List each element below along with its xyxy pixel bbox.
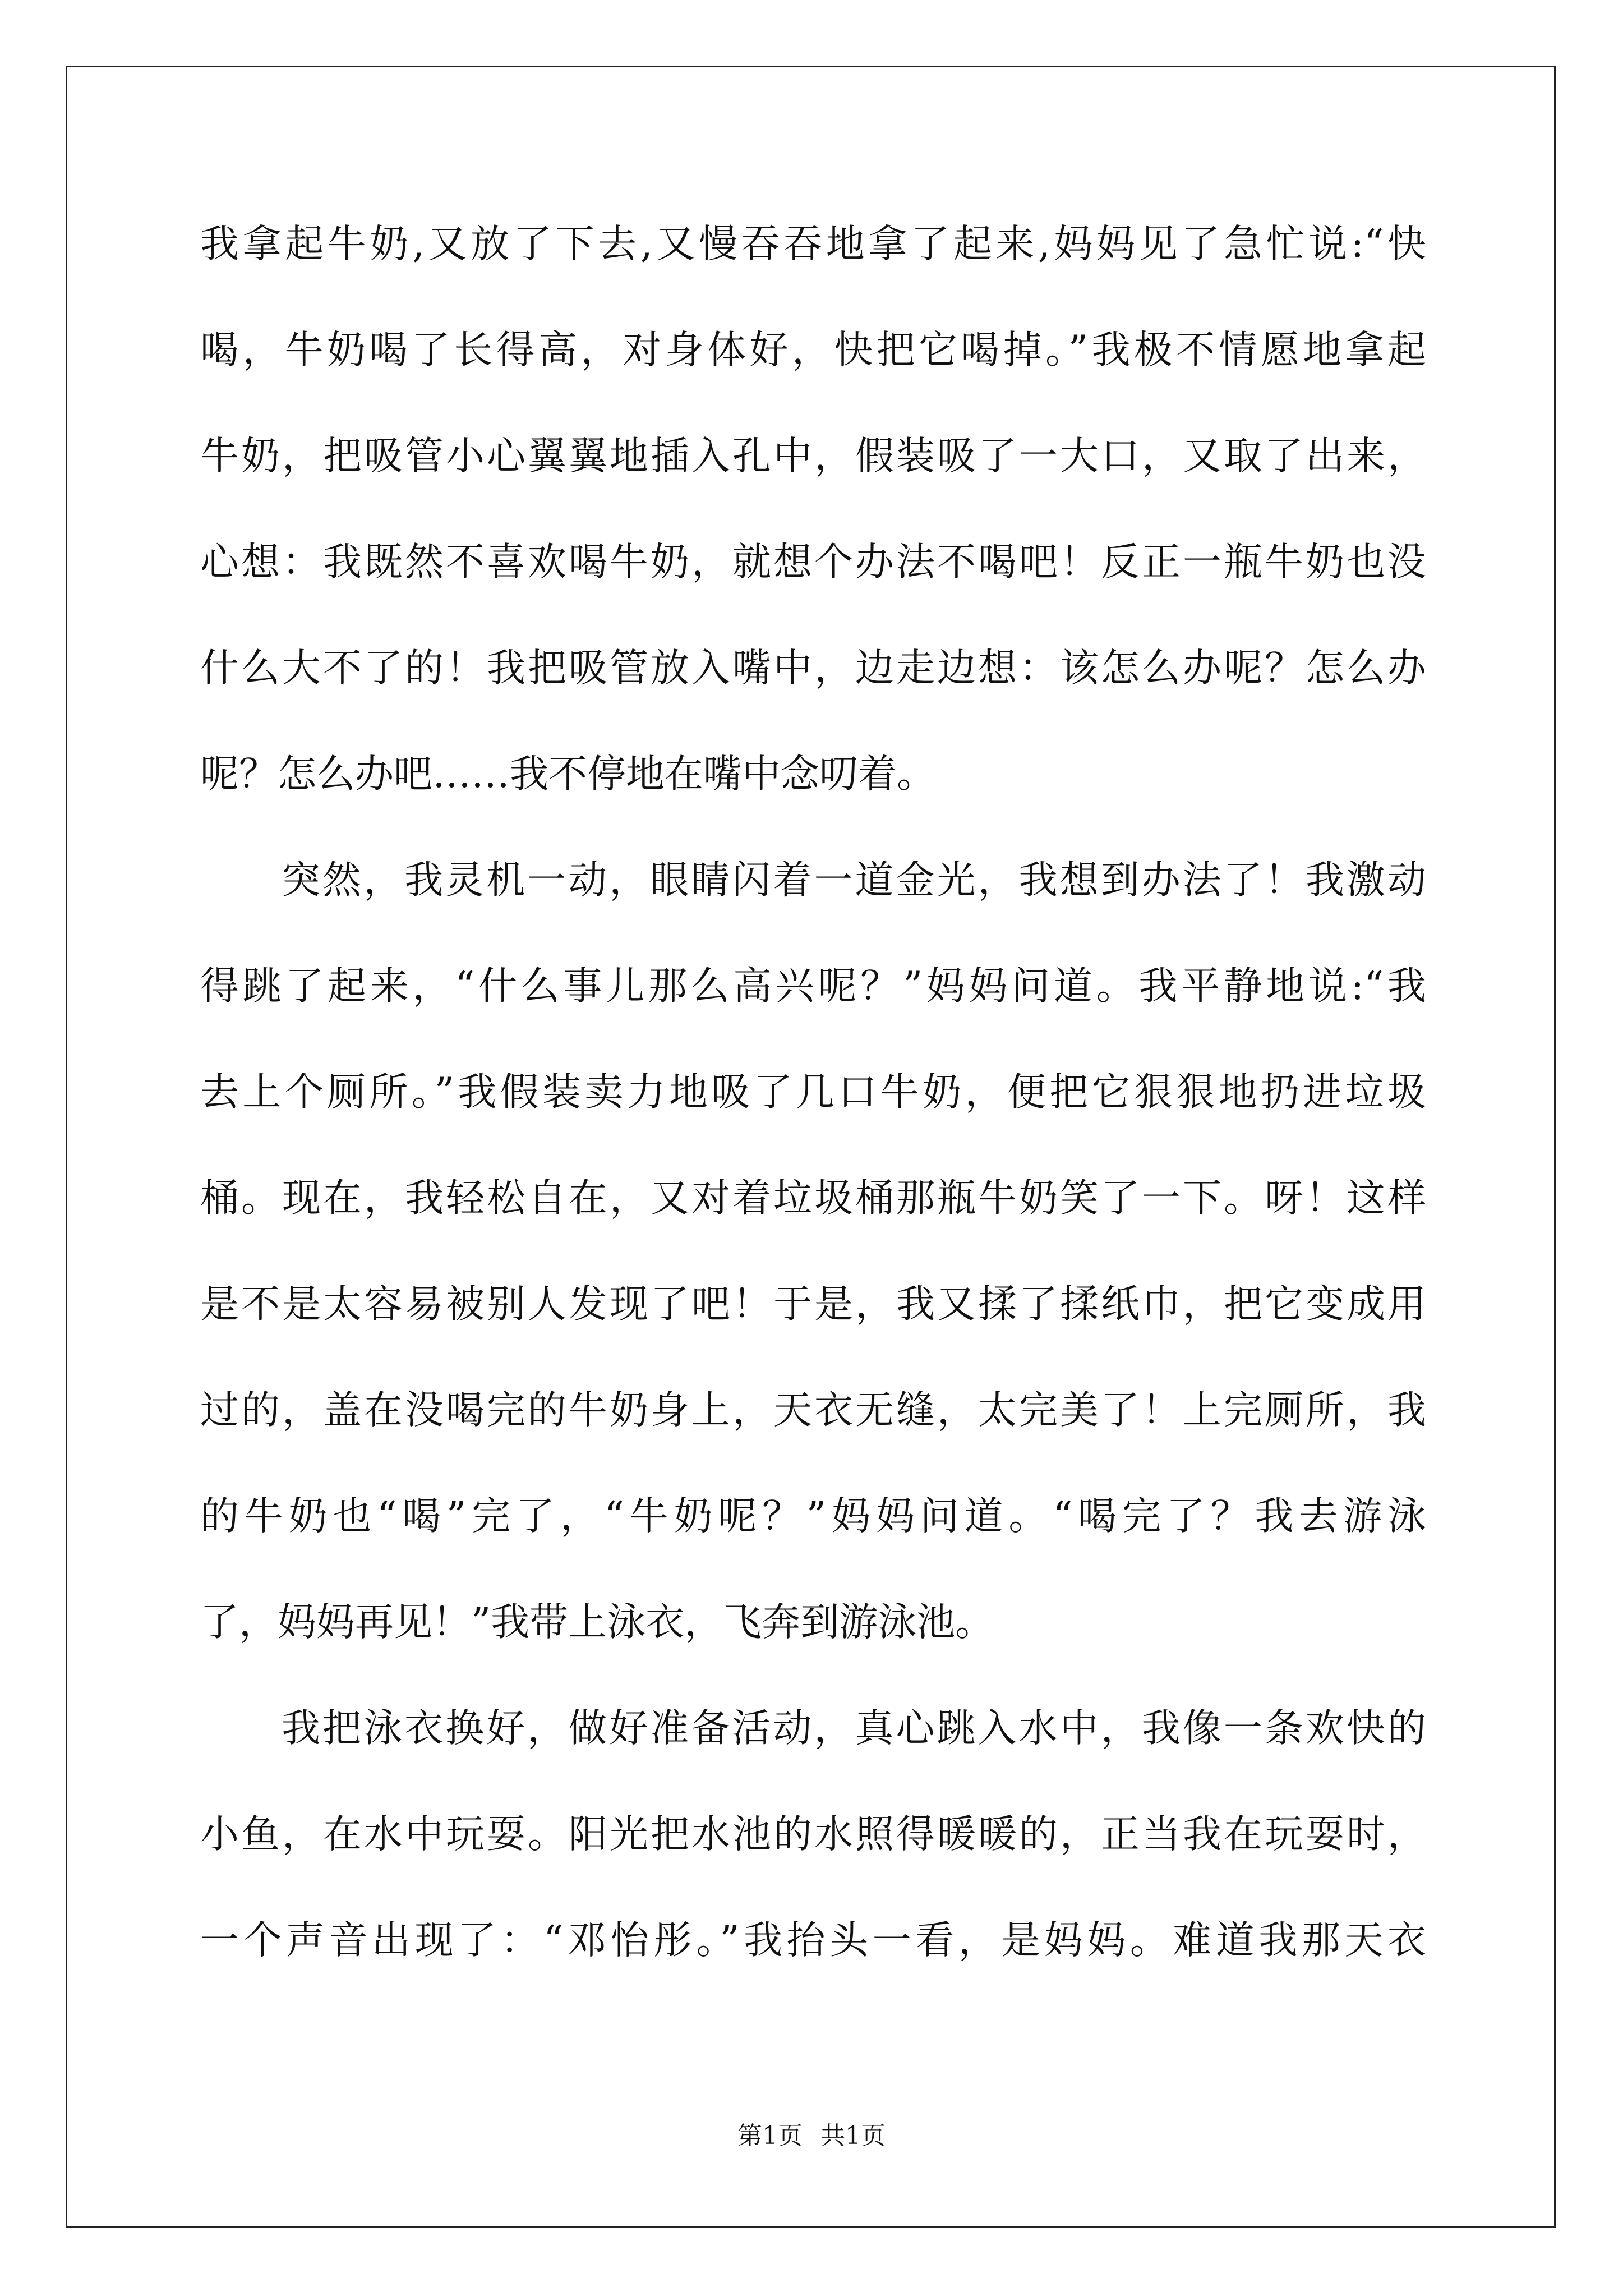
text-line: 过的，盖在没喝完的牛奶身上，天衣无缝，太完美了！上完厕所，我 [200, 1388, 1426, 1433]
text-line: 呢？怎么办吧……我不停地在嘴中念叨着。 [200, 752, 935, 797]
text-line: 去上个厕所。”我假装卖力地吸了几口牛奶，便把它狠狠地扔进垃圾 [200, 1070, 1426, 1115]
text-line: 我把泳衣换好，做好准备活动，真心跳入水中，我像一条欢快的 [282, 1706, 1426, 1751]
text-line: 一个声音出现了：“邓怡彤。”我抬头一看，是妈妈。难道我那天衣 [200, 1918, 1426, 1963]
text-line: 什么大不了的！我把吸管放入嘴中，边走边想：该怎么办呢？怎么办 [200, 646, 1426, 691]
text-line: 我拿起牛奶,又放了下去,又慢吞吞地拿了起来,妈妈见了急忙说:“快 [200, 222, 1426, 266]
text-line: 是不是太容易被别人发现了吧！于是，我又揉了揉纸巾，把它变成用 [200, 1282, 1426, 1327]
text-line: 了，妈妈再见！”我带上泳衣，飞奔到游泳池。 [200, 1600, 994, 1645]
page-number: 第1页 [737, 2122, 803, 2150]
page-footer [0, 2120, 1623, 2152]
text-line: 牛奶，把吸管小心翼翼地插入孔中，假装吸了一大口，又取了出来， [200, 434, 1426, 478]
text-line: 得跳了起来，“什么事儿那么高兴呢？”妈妈问道。我平静地说:“我 [200, 964, 1426, 1009]
text-line: 心想：我既然不喜欢喝牛奶，就想个办法不喝吧！反正一瓶牛奶也没 [200, 540, 1426, 585]
page-total: 共1页 [820, 2122, 886, 2150]
document-body [200, 210, 1426, 2013]
text-line: 突然，我灵机一动，眼睛闪着一道金光，我想到办法了！我激动 [282, 858, 1426, 903]
text-line: 喝，牛奶喝了长得高，对身体好，快把它喝掉。”我极不情愿地拿起 [200, 328, 1426, 372]
text-line: 桶。现在，我轻松自在，又对着垃圾桶那瓶牛奶笑了一下。呀！这样 [200, 1176, 1426, 1221]
text-line: 的牛奶也“喝”完了，“牛奶呢？”妈妈问道。“喝完了？我去游泳 [200, 1494, 1426, 1539]
text-line: 小鱼，在水中玩耍。阳光把水池的水照得暖暖的，正当我在玩耍时， [200, 1812, 1426, 1857]
